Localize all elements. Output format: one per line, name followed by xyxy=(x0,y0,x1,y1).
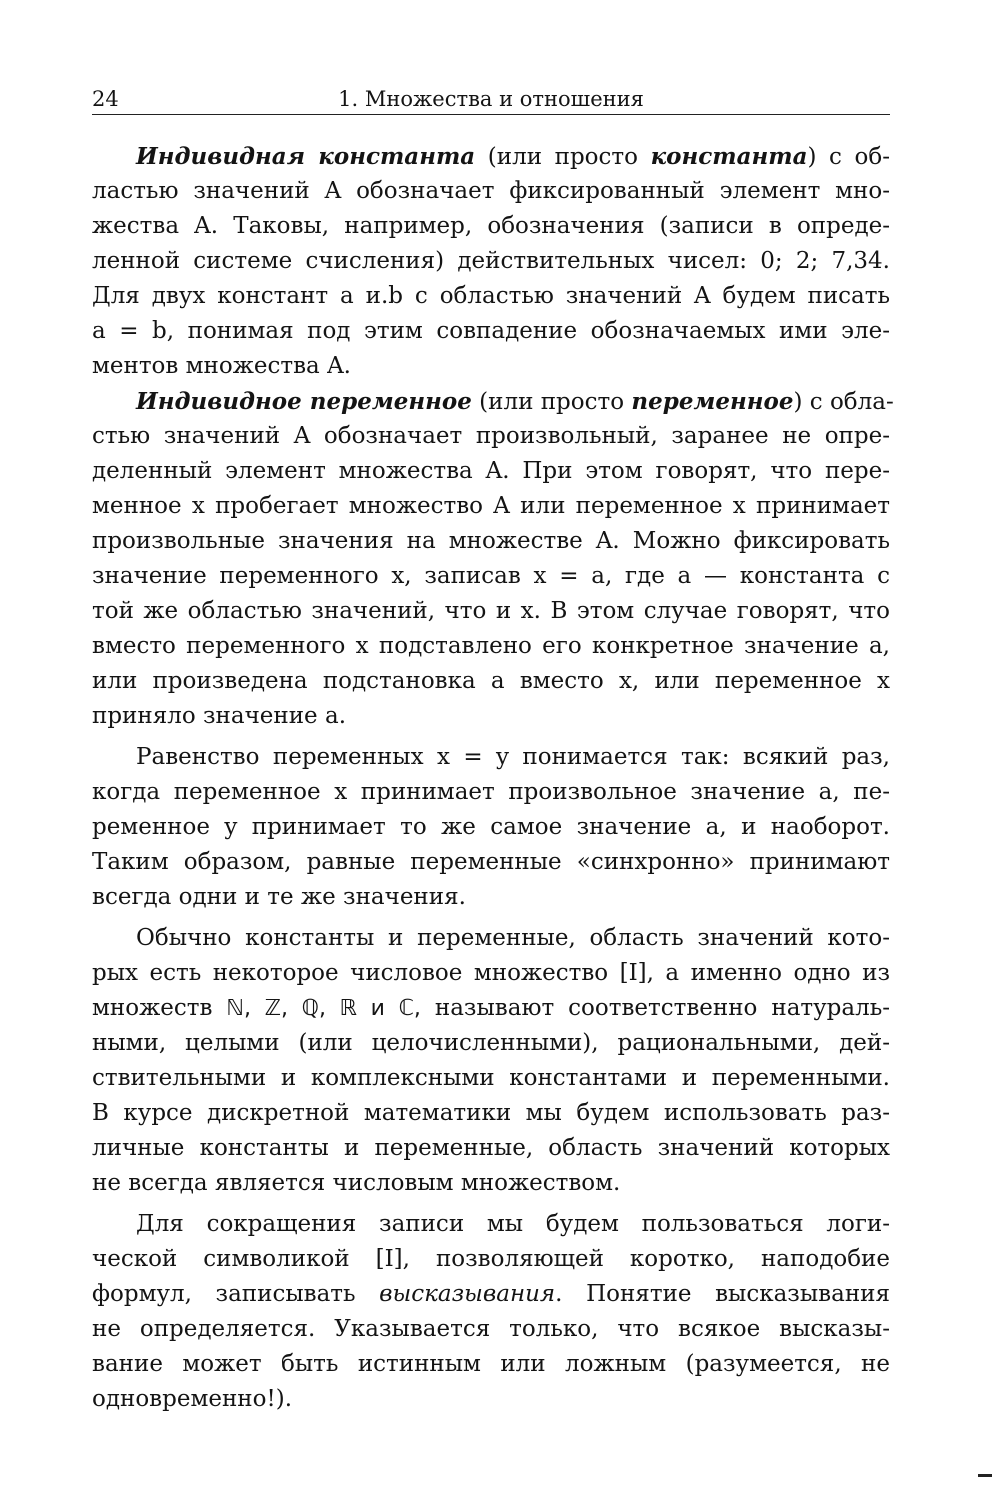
text-line: ластью значений A обозначает фиксированный элемент мно- xyxy=(92,178,890,204)
page-number: 24 xyxy=(92,87,119,111)
text-line: когда переменное x принимает произвольное значение a, пе- xyxy=(92,779,890,805)
text-line: ленной системе счисления) действительных чисел: 0; 2; 7,34. xyxy=(92,248,890,274)
paragraph-individual-variable xyxy=(92,384,894,734)
text-line: Таким образом, равные переменные «синхронно» принимают xyxy=(92,849,890,875)
paragraph-equality xyxy=(92,740,890,915)
text-line: не определяется. Указывается только, что всякое высказы- xyxy=(92,1316,890,1342)
text-line: деленный элемент множества A. При этом говорят, что пере- xyxy=(92,458,890,484)
text-line: Равенство переменных x = y понимается так: всякий раз, xyxy=(136,744,890,770)
text-line: или произведена подстановка a вместо x, или переменное x xyxy=(92,668,890,694)
term-statements: высказывания xyxy=(379,1281,556,1307)
text-line: не всегда является числовым множеством. xyxy=(92,1170,621,1196)
text-line: Индивидная константа (или просто константа) с об- xyxy=(136,143,890,170)
text-line: одновременно!). xyxy=(92,1386,293,1412)
number-sets-symbols: ℕ, ℤ, ℚ, ℝ и ℂ, xyxy=(226,996,421,1021)
text-line: ными, целыми (или целочисленными), рациональными, дей- xyxy=(92,1030,890,1056)
text-line: жества A. Таковы, например, обозначения (записи в опреде- xyxy=(92,213,890,239)
paragraph-number-sets xyxy=(92,921,890,1201)
text-line: В курсе дискретной математики мы будем использовать раз- xyxy=(92,1100,890,1126)
text-line: Для сокращения записи мы будем пользоваться логи- xyxy=(136,1211,890,1237)
text-line: вместо переменного x подставлено его конкретное значение a, xyxy=(92,633,890,659)
text-line: той же областью значений, что и x. В этом случае говорят, что xyxy=(92,598,890,624)
text-line: вание может быть истинным или ложным (разумеется, не xyxy=(92,1351,890,1377)
paragraph-statements xyxy=(92,1207,890,1417)
term-individual-constant: Индивидная константа xyxy=(136,143,476,170)
term-constant: константа xyxy=(650,143,808,170)
text-line: множеств ℕ, ℤ, ℚ, ℝ и ℂ, называют соответственно натураль- xyxy=(92,995,891,1021)
text-line: значение переменного x, записав x = a, где a — константа с xyxy=(92,563,890,589)
text-line: ременное y принимает то же самое значение a, и наоборот. xyxy=(92,814,890,840)
paragraph-individual-constant xyxy=(92,139,890,384)
text-line: a = b, понимая под этим совпадение обозначаемых ими эле- xyxy=(92,318,890,344)
text-line: ствительными и комплексными константами и переменными. xyxy=(92,1065,890,1091)
text-line: ческой символикой [I], позволяющей коротко, наподобие xyxy=(92,1246,890,1272)
running-title: 1. Множества и отношения xyxy=(338,87,644,111)
text-line: Индивидное переменное (или просто переменное) с обла- xyxy=(136,388,894,415)
text-line: личные константы и переменные, область значений которых xyxy=(92,1135,890,1161)
term-individual-variable: Индивидное переменное xyxy=(136,388,472,415)
text-line: рых есть некоторое числовое множество [I], а именно одно из xyxy=(92,960,890,986)
text-line: Обычно константы и переменные, область значений кото- xyxy=(136,925,890,951)
text-line: всегда одни и те же значения. xyxy=(92,884,466,910)
page-header xyxy=(92,86,890,115)
text-line: Для двух констант a и.b с областью значений A будем писать xyxy=(92,283,890,309)
text-line: формул, записывать высказывания. Понятие высказывания xyxy=(92,1281,890,1307)
term-variable: переменное xyxy=(631,388,794,415)
text-line: менное x пробегает множество A или переменное x принимает xyxy=(92,493,890,519)
scan-corner-mark xyxy=(978,1474,992,1477)
text-line: стью значений A обозначает произвольный, заранее не опре- xyxy=(92,423,890,449)
text-line: произвольные значения на множестве A. Можно фиксировать xyxy=(92,528,890,554)
text-line: приняло значение a. xyxy=(92,703,346,729)
body-text xyxy=(92,139,894,1417)
text-line: ментов множества A. xyxy=(92,353,351,379)
